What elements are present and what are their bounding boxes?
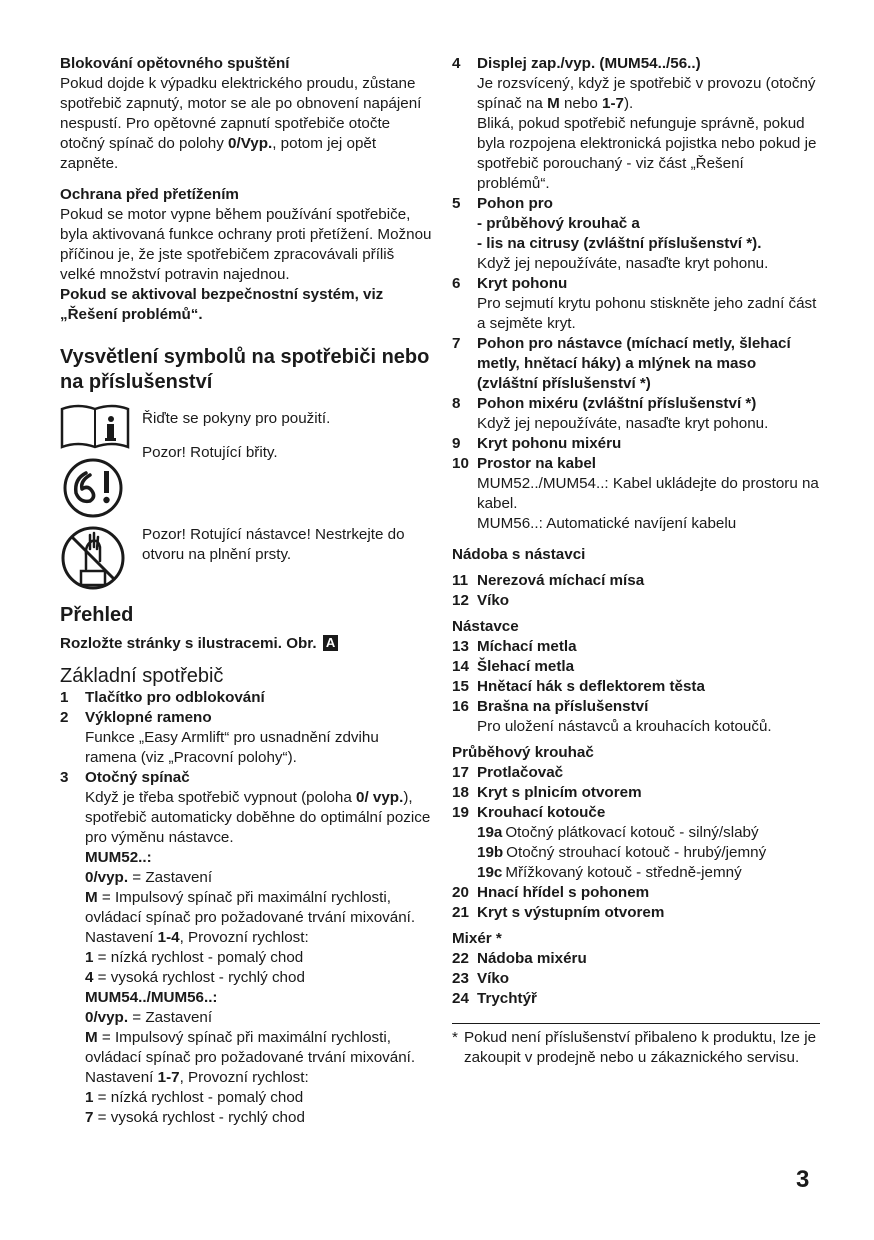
- restart-section: [60, 54, 432, 174]
- list-item: 10 Prostor na kabel MUM52../MUM54..: Kabel ukládejte do prostoru na kabel. MUM56..: Automatické navíjení kabelu: [452, 455, 819, 532]
- overload-note: Pokud se aktivoval bezpečnostní systém, viz „Řešení problémů“.: [60, 286, 384, 323]
- list-item: 12 Víko: [452, 592, 510, 609]
- sub-item: 19a Otočný plátkovací kotouč - silný/slabý: [477, 824, 759, 841]
- bowl-heading: Nádoba s nástavci: [452, 546, 586, 563]
- list-item: 14 Šlehací metla: [452, 658, 575, 675]
- tools-heading: Nástavce: [452, 618, 519, 635]
- list-item: 15 Hnětací hák s deflektorem těsta: [452, 678, 705, 695]
- symbol-text: Pozor! Rotující břity.: [142, 444, 278, 461]
- footnote: * Pokud není příslušenství přibaleno k produktu, lze je zakoupit v prodejně nebo u zákaznického servisu.: [452, 1023, 820, 1068]
- page-number: 3: [796, 1166, 810, 1193]
- list-item: 9 Kryt pohonu mixéru: [452, 435, 622, 452]
- list-item: 18 Kryt s plnicím otvorem: [452, 784, 642, 801]
- list-item: 5 Pohon pro - průběhový krouhač a - lis na citrusy (zvláštní příslušenství *). Když jej nepoužíváte, nasaďte kryt pohonu.: [452, 195, 769, 272]
- list-item: 23 Víko: [452, 970, 510, 987]
- list-item: 1 Tlačítko pro odblokování: [60, 689, 265, 706]
- list-item: 4 Displej zap./vyp. (MUM54../56..) Je rozsvícený, když je spotřebič v provozu (otočný spínač na M nebo 1-7). Bliká, pokud spotřebič nefunguje správně, pokud byla rozpojena elektronická pojistka nebo pokud je spotřebič porouchaný - viz část „Řešení problémů“.: [452, 55, 817, 192]
- figure-badge: A: [323, 635, 338, 651]
- list-item: 16 Brašna na příslušenství Pro uložení nástavců a krouhacích kotoučů.: [452, 698, 772, 735]
- list-item: 3 Otočný spínač Když je třeba spotřebič vypnout (poloha 0/ vyp.), spotřebič automaticky doběhne do optimální pozice pro výměnu nástavce. MUM52..: 0/vyp. = Zastavení M = Impulsový spínač při maximální rychlosti, ovládací spínač pro požadované trvání mixování. Nastavení 1-4, Provozní rychlost: 1 = nízká rychlost - pomalý chod 4 = vysoká rychlost - rychlý chod MUM54../MUM56..: 0/vyp. = Zastavení M = Impulsový spínač při maximální rychlosti, ovládací spínač pro požadované trvání mixování. Nastavení 1-7, Provozní rychlost: 1 = nízká rychlost - pomalý chod 7 = vysoká rychlost - rychlý chod: [60, 769, 431, 1126]
- symbol-text: Pozor! Rotující nástavce! Nestrkejte do otvoru na plnění prsty.: [142, 526, 405, 563]
- rotating-blades-warning-icon: [60, 437, 130, 519]
- list-item: 19 Krouhací kotouče 19a Otočný plátkovací kotouč - silný/slabý 19b Otočný strouhací kotouč - hrubý/jemný 19c Mřížkovaný kotouč - středně-jemný: [452, 803, 820, 883]
- list-item: 6 Kryt pohonu Pro sejmutí krytu pohonu stiskněte jeho zadní část a sejměte kryt.: [452, 275, 817, 332]
- basic-heading: Základní spotřebič: [60, 665, 224, 687]
- symbol-text: Řiďte se pokyny pro použití.: [142, 410, 331, 427]
- list-item: 24 Trychtýř: [452, 990, 537, 1007]
- restart-text: Pokud dojde k výpadku elektrického proudu, zůstane spotřebič zapnutý, motor se ale po obnovení napájení nespustí. Pro opětovné zapnutí spotřebiče otočte otočný spínač do polohy 0/Vyp., potom jej opět zapněte.: [60, 75, 422, 172]
- symbol-row-blades: [60, 437, 432, 519]
- right-column: [452, 54, 820, 1068]
- restart-title: Blokování opětovného spuštění: [60, 55, 290, 72]
- overview-subtitle: Rozložte stránky s ilustracemi. Obr. A: [60, 634, 432, 654]
- list-item: 7 Pohon pro nástavce (míchací metly, šlehací metly, hnětací háky) a mlýnek na maso (zvláštní příslušenství *): [452, 335, 791, 392]
- symbol-row-attachments: [60, 525, 432, 591]
- list-item: 2 Výklopné rameno Funkce „Easy Armlift“ pro usnadnění zdvihu ramena (viz „Pracovní polohy“).: [60, 709, 379, 766]
- overview-heading: Přehled: [60, 604, 134, 626]
- sub-item: 19c Mřížkovaný kotouč - středně-jemný: [477, 864, 742, 881]
- sub-item: 19b Otočný strouhací kotouč - hrubý/jemný: [477, 844, 767, 861]
- overload-text: Pokud se motor vypne během používání spotřebiče, byla aktivovaná funkce ochrany proti přetížení. Možnou příčinou je, že jste spotřebičem zpracovávali příliš velké množství potravin najednou.: [60, 206, 432, 283]
- shredder-heading: Průběhový krouhač: [452, 744, 594, 761]
- mixer-heading: Mixér *: [452, 930, 502, 947]
- list-item: 8 Pohon mixéru (zvláštní příslušenství *) Když jej nepoužíváte, nasaďte kryt pohonu.: [452, 395, 769, 432]
- list-item: 13 Míchací metla: [452, 638, 577, 655]
- symbols-heading: Vysvětlení symbolů na spotřebiči nebo na příslušenství: [60, 346, 430, 393]
- list-item: 20 Hnací hřídel s pohonem: [452, 884, 650, 901]
- list-item: 17 Protlačovač: [452, 764, 564, 781]
- list-item: 22 Nádoba mixéru: [452, 950, 587, 967]
- list-item: 11 Nerezová míchací mísa: [452, 572, 645, 589]
- no-fingers-in-opening-icon: [60, 525, 130, 591]
- list-item: 21 Kryt s výstupním otvorem: [452, 904, 665, 921]
- overload-title: Ochrana před přetížením: [60, 186, 239, 203]
- left-column: [60, 54, 432, 1128]
- overload-section: [60, 185, 432, 325]
